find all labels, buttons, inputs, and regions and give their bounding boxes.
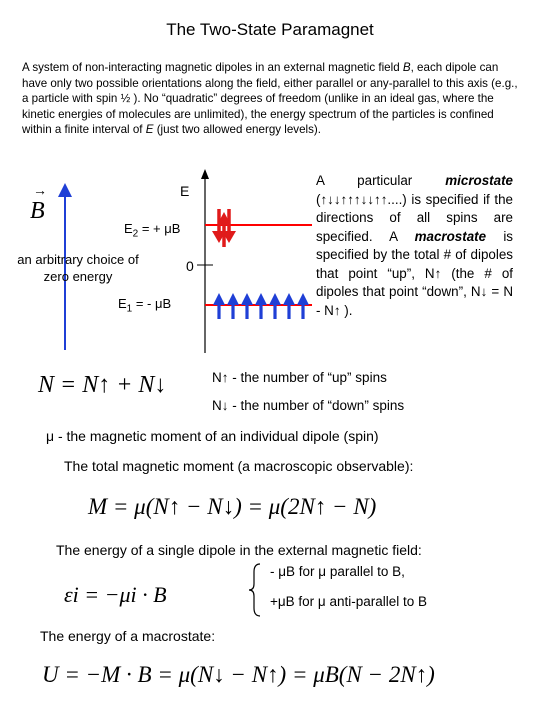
e1-label-rest: = - μB bbox=[132, 296, 172, 311]
e2-label-sub: 2 bbox=[132, 228, 139, 240]
field-symbol-text: B bbox=[30, 198, 45, 224]
energy-axis-label: E bbox=[180, 183, 190, 199]
macrostate-term: macrostate bbox=[414, 228, 487, 244]
field-symbol: → B bbox=[30, 184, 47, 224]
microstate-paragraph bbox=[316, 172, 513, 320]
macrostate-energy-equation: U = −M · B = μ(N↓ − N↑) = μB(N − 2N↑) bbox=[42, 662, 435, 687]
zero-energy-note: an arbitrary choice of zero energy bbox=[17, 252, 139, 284]
macrostate-energy-text: The energy of a macrostate: bbox=[40, 628, 216, 644]
intro-energy-symbol: E bbox=[145, 123, 154, 137]
total-moment-text: The total magnetic moment (a macroscopic observable): bbox=[64, 458, 414, 474]
total-moment-equation: M = μ(N↑ − N↓) = μ(2N↑ − N) bbox=[88, 494, 377, 519]
antiparallel-case: +μB for μ anti-parallel to B bbox=[270, 594, 428, 609]
zero-label: 0 bbox=[186, 258, 194, 274]
e2-label-rest: = + μB bbox=[138, 221, 181, 236]
n-up-definition: N↑ - the number of “up” spins bbox=[212, 370, 387, 385]
microstate-text-1: A particular bbox=[316, 173, 446, 188]
e2-label-main: E bbox=[124, 221, 133, 236]
microstate-text-2: (↑↓↓↑↑↑↓↓↑↑....) is specified if the directions of all spins are specified. A bbox=[316, 191, 513, 244]
e2-label bbox=[124, 221, 180, 240]
e1-label bbox=[118, 296, 171, 315]
single-energy-equation: εi = −μi · B bbox=[64, 582, 167, 607]
intro-field-symbol: B bbox=[402, 61, 411, 74]
cases-brace bbox=[246, 562, 266, 618]
intro-text-1: A system of non-interacting magnetic dipoles in an external magnetic field bbox=[22, 61, 403, 74]
single-energy-text: The energy of a single dipole in the external magnetic field: bbox=[56, 542, 422, 558]
intro-text-2: , each dipole can have only two possible orientations along the field, either parallel or any-parallel to this axis (e.g., a particle with spin ½ ). No “quadratic” degrees of freedom (unlike in an ideal gas, where the kinetic energies of molecules are unlimited), the energy spectrum of the particles is confined within a finite interval of bbox=[22, 61, 518, 137]
equation-n-total: N = N↑ + N↓ bbox=[38, 372, 167, 398]
microstate-text-3: is specified by the total # of dipoles that point “up”, N↑ (the # of dipoles that point “down”, N↓ = N - N↑ ). bbox=[316, 228, 513, 318]
field-arrow-head bbox=[58, 183, 72, 197]
mu-definition: μ - the magnetic moment of an individual dipole (spin) bbox=[46, 428, 379, 444]
intro-paragraph bbox=[22, 60, 522, 138]
page-title: The Two-State Paramagnet bbox=[166, 20, 374, 39]
energy-axis-head bbox=[201, 169, 209, 179]
parallel-case: - μB for μ parallel to B, bbox=[270, 564, 405, 579]
n-down-definition: N↓ - the number of “down” spins bbox=[212, 398, 405, 413]
microstate-term: microstate bbox=[445, 173, 513, 188]
intro-text-3: (just two allowed energy levels). bbox=[153, 123, 322, 137]
e1-label-main: E bbox=[118, 296, 127, 311]
e1-label-sub: 1 bbox=[126, 303, 133, 315]
